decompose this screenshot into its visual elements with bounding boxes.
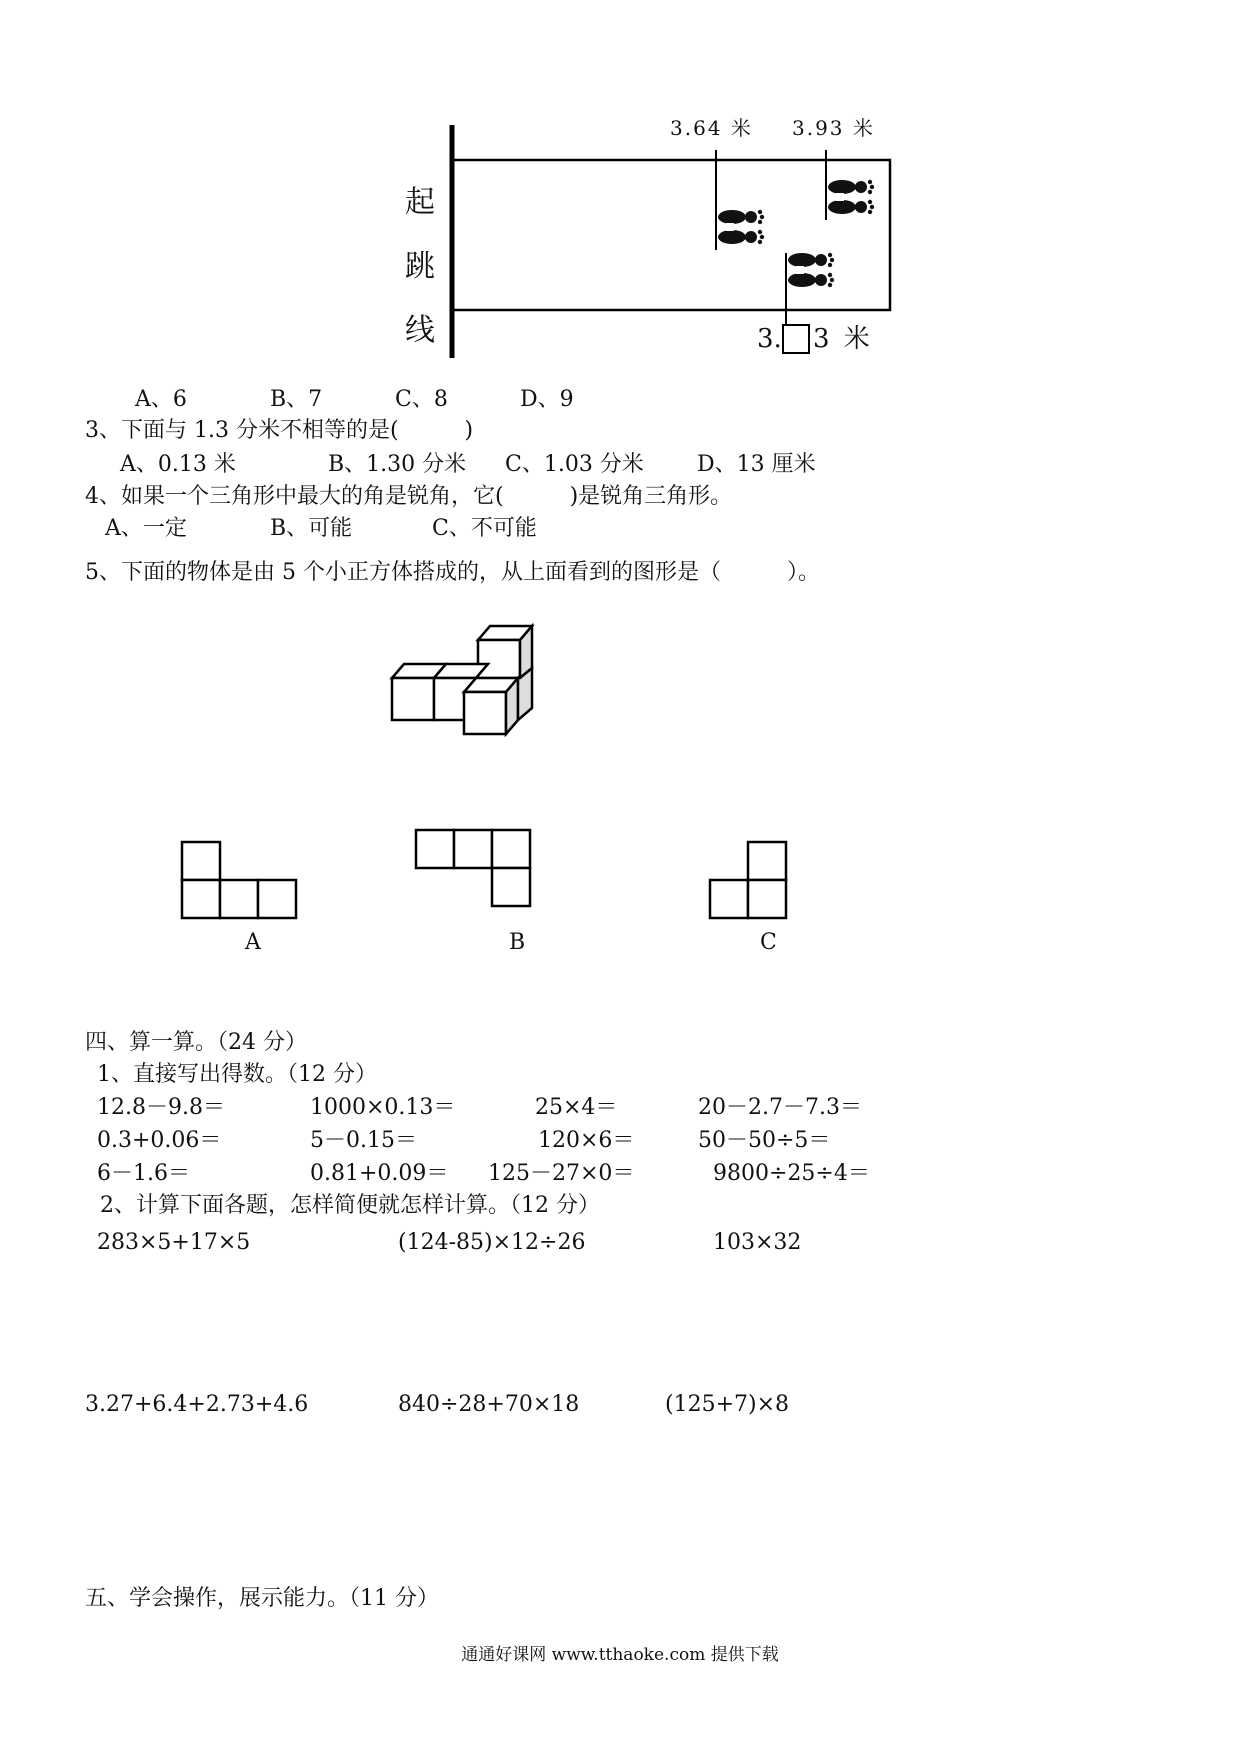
q2-option-c: C、8	[395, 387, 448, 412]
direct-calc-item: 6－1.6＝	[97, 1161, 190, 1186]
mark-label-1: 3.64 米	[670, 116, 753, 140]
mark-label-3-suffix: 3 米	[813, 324, 873, 354]
direct-calc-item: 5－0.15＝	[310, 1128, 417, 1153]
direct-calc-item: 125－27×0＝	[488, 1161, 635, 1186]
direct-calc-item: 25×4＝	[535, 1095, 618, 1120]
section4-part2-title: 2、计算下面各题，怎样简便就怎样计算。（12 分）	[100, 1193, 600, 1218]
start-line-char-3: 线	[405, 313, 435, 348]
top-view-a	[182, 842, 296, 918]
q2-option-a: A、6	[135, 387, 187, 412]
direct-calc-item: 0.3+0.06＝	[97, 1128, 222, 1153]
direct-calc-item: 120×6＝	[538, 1128, 635, 1153]
calc-problem: 3.27+6.4+2.73+4.6	[85, 1392, 309, 1417]
view-label-c: C	[760, 930, 777, 955]
mark-label-3-prefix: 3.	[757, 324, 782, 354]
footer-source: 通通好课网 www.tthaoke.com 提供下载	[461, 1645, 779, 1665]
q4-option-c: C、不可能	[432, 516, 537, 541]
q4-stem: 4、如果一个三角形中最大的角是锐角，它( )是锐角三角形。	[85, 484, 733, 509]
cube-stack-figure	[392, 626, 532, 734]
calc-problem: 840÷28+70×18	[398, 1392, 580, 1417]
direct-calc-item: 9800÷25÷4＝	[713, 1161, 870, 1186]
q3-option-c: C、1.03 分米	[505, 452, 644, 477]
top-view-b	[416, 830, 530, 906]
direct-calc-item: 50－50÷5＝	[698, 1128, 831, 1153]
q3-stem: 3、下面与 1.3 分米不相等的是( )	[85, 418, 474, 443]
calc-problem: 283×5+17×5	[97, 1230, 251, 1255]
q4-option-a: A、一定	[105, 516, 187, 541]
view-label-b: B	[509, 930, 526, 955]
section4-title: 四、算一算。（24 分）	[85, 1030, 307, 1055]
calc-problem: 103×32	[713, 1230, 802, 1255]
calc-problem: (124-85)×12÷26	[398, 1230, 586, 1255]
q3-option-a: A、0.13 米	[120, 452, 236, 477]
section4-part1-title: 1、直接写出得数。（12 分）	[97, 1062, 377, 1087]
direct-calc-item: 0.81+0.09＝	[310, 1161, 449, 1186]
q2-option-b: B、7	[270, 387, 323, 412]
mark-label-2: 3.93 米	[792, 116, 875, 140]
q4-option-b: B、可能	[270, 516, 353, 541]
q3-option-b: B、1.30 分米	[328, 452, 467, 477]
q5-stem: 5、下面的物体是由 5 个小正方体搭成的，从上面看到的图形是（ ）。	[85, 560, 820, 585]
start-line-char-1: 起	[405, 185, 435, 220]
direct-calc-item: 1000×0.13＝	[310, 1095, 456, 1120]
calc-problem: (125+7)×8	[665, 1392, 790, 1417]
view-label-a: A	[245, 930, 261, 955]
q2-option-d: D、9	[520, 387, 574, 412]
direct-calc-item: 12.8－9.8＝	[97, 1095, 225, 1120]
top-view-c	[710, 842, 786, 918]
direct-calc-item: 20－2.7－7.3＝	[698, 1095, 862, 1120]
section5-title: 五、学会操作，展示能力。（11 分）	[85, 1586, 439, 1611]
q3-option-d: D、13 厘米	[697, 452, 816, 477]
start-line-char-2: 跳	[405, 249, 435, 284]
